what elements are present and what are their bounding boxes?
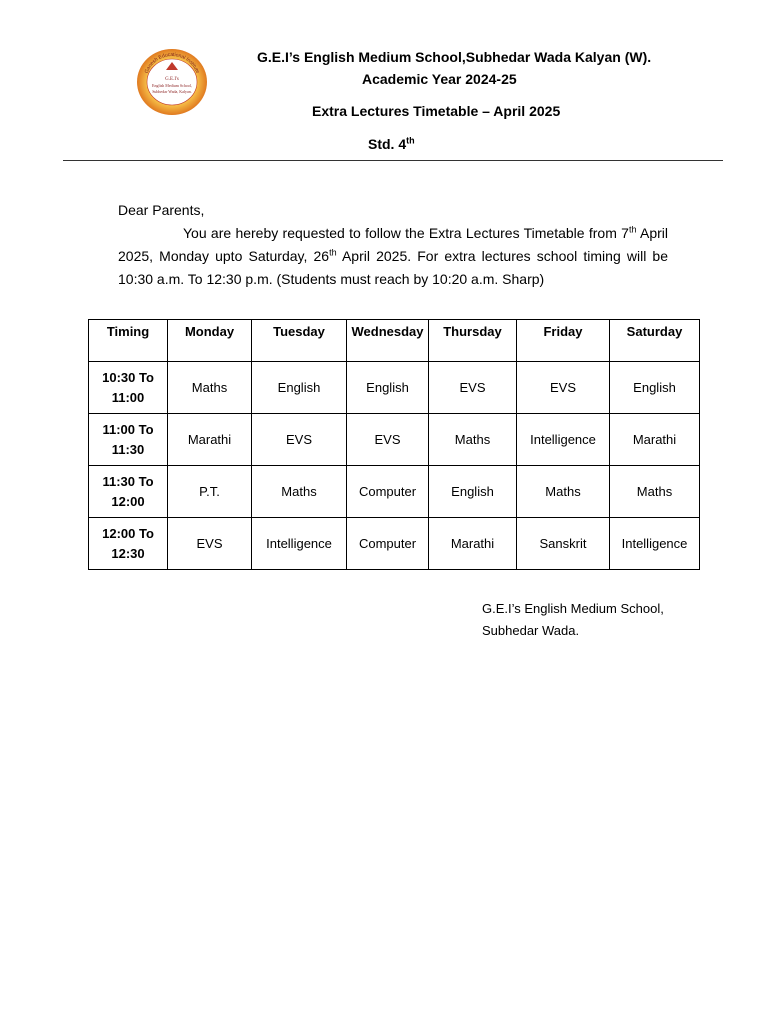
subject-cell: Maths (168, 362, 252, 414)
signature-line-school: G.E.I’s English Medium School, (482, 601, 664, 616)
signature-line-place: Subhedar Wada. (482, 623, 580, 638)
subject-cell: English (252, 362, 347, 414)
header-divider (63, 160, 723, 161)
column-header: Thursday (429, 320, 517, 362)
subject-cell: English (610, 362, 700, 414)
academic-year-heading: Academic Year 2024-25 (362, 71, 517, 87)
logo-text-line3: Subhedar Wada, Kalyan. (152, 89, 192, 94)
subject-cell: EVS (252, 414, 347, 466)
subject-cell: EVS (168, 518, 252, 570)
table-row (89, 362, 700, 414)
time-slot-cell: 10:30 To 11:00 (89, 362, 168, 414)
std-heading: Std. 4th (368, 135, 415, 152)
subject-cell: Computer (347, 466, 429, 518)
school-name-heading: G.E.I’s English Medium School,Subhedar Wada Kalyan (W). (257, 49, 652, 65)
signature-block (482, 598, 664, 642)
subject-cell: Maths (610, 466, 700, 518)
column-header: Tuesday (252, 320, 347, 362)
logo-arc-text: Ganesh Educational Institute (143, 51, 201, 75)
subject-cell: EVS (517, 362, 610, 414)
time-slot-cell: 11:00 To 11:30 (89, 414, 168, 466)
table-header-row (89, 320, 700, 362)
school-logo-seal (136, 48, 208, 116)
letter-body (118, 199, 668, 291)
column-header: Friday (517, 320, 610, 362)
subject-cell: EVS (347, 414, 429, 466)
subject-cell: Intelligence (252, 518, 347, 570)
letter-paragraph: You are hereby requested to follow the Extra Lectures Timetable from 7th April 2025, Monday upto Saturday, 26th April 2025. For extra lectures school timing will be 10:30 a.m. To 12:30 p.m. (Students must reach by 10:20 a.m. Sharp) (118, 224, 669, 287)
subject-cell: Marathi (610, 414, 700, 466)
subject-cell: Intelligence (610, 518, 700, 570)
subject-cell: Maths (517, 466, 610, 518)
table-row (89, 414, 700, 466)
subject-cell: Sanskrit (517, 518, 610, 570)
subject-cell: English (347, 362, 429, 414)
column-header: Monday (168, 320, 252, 362)
subject-cell: Maths (429, 414, 517, 466)
subject-cell: Maths (252, 466, 347, 518)
logo-text-line1: G.E.I's (165, 77, 179, 82)
subject-cell: Intelligence (517, 414, 610, 466)
time-slot-cell: 12:00 To 12:30 (89, 518, 168, 570)
subject-cell: P.T. (168, 466, 252, 518)
column-header: Saturday (610, 320, 700, 362)
subject-cell: Marathi (429, 518, 517, 570)
subject-cell: Marathi (168, 414, 252, 466)
table-row (89, 518, 700, 570)
subject-cell: Computer (347, 518, 429, 570)
time-slot-cell: 11:30 To 12:00 (89, 466, 168, 518)
column-header: Timing (89, 320, 168, 362)
subject-cell: English (429, 466, 517, 518)
subject-cell: EVS (429, 362, 517, 414)
timetable-grid (88, 319, 700, 570)
salutation: Dear Parents, (118, 202, 205, 218)
timetable-title: Extra Lectures Timetable – April 2025 (312, 103, 561, 119)
column-header: Wednesday (347, 320, 429, 362)
table-row (89, 466, 700, 518)
logo-text-line2: English Medium School, (152, 83, 192, 88)
